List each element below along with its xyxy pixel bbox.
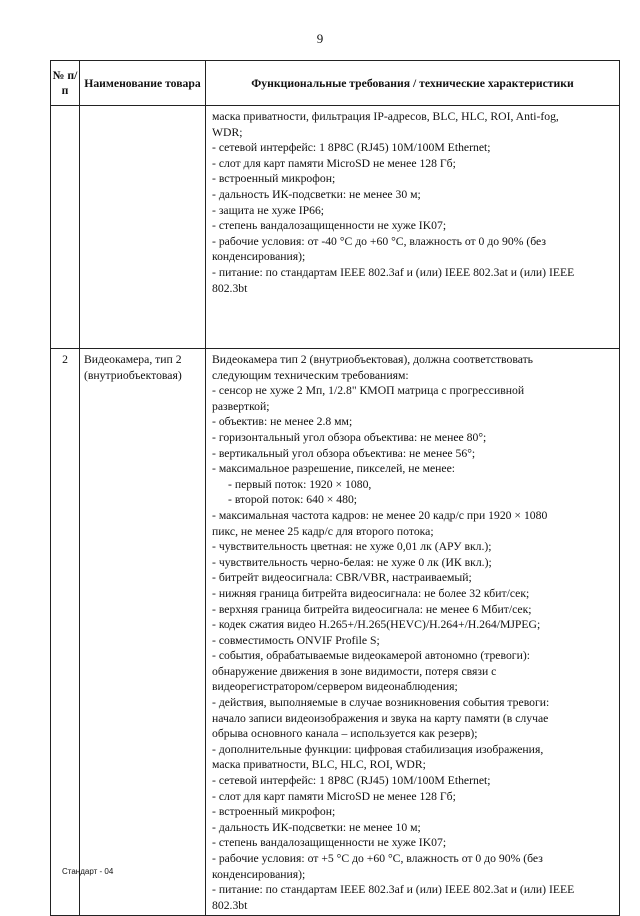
requirement-line: - слот для карт памяти MicroSD не менее 128 Гб; [212,789,456,803]
row-product-name: Видеокамера, тип 2 (внутриобъектовая) [80,349,206,916]
requirement-line: - степень вандалозащищенности не хуже IK07; [212,836,447,850]
requirement-line: разверткой; [212,399,270,413]
spec-table [50,60,620,916]
requirement-line: - дополнительные функции: цифровая стабилизация изображения, [212,742,544,756]
requirement-line: - сенсор не хуже 2 Мп, 1/2.8" КМОП матрица с прогрессивной [212,384,525,398]
footer-standard: Стандарт - 04 [62,867,114,876]
requirement-line: - верхняя граница битрейта видеосигнала: не менее 6 Мбит/сек; [212,602,532,616]
row-product-name [80,106,206,349]
requirement-line: - вертикальный угол обзора объектива: не менее 56°; [212,446,476,460]
table-header-row [51,61,620,106]
requirement-line: конденсирования); [212,250,306,264]
requirement-line: - защита не хуже IP66; [212,203,325,217]
requirement-line: конденсирования); [212,867,306,881]
requirement-line: маска приватности, фильтрация IP-адресов, BLC, HLC, ROI, Anti-fog, [212,110,559,123]
requirement-line: - питание: по стандартам IEEE 802.3af и (или) IEEE 802.3at и (или) IEEE [212,265,575,279]
requirement-line: - нижняя граница битрейта видеосигнала: не более 32 кбит/сек; [212,586,530,600]
requirement-line: - встроенный микрофон; [212,172,336,186]
requirement-line: 802.3bt [212,898,248,912]
requirement-line: обрыва основного канала – используется как резерв); [212,727,478,741]
requirement-line: обнаружение движения в зоне видимости, потеря связи с [212,664,497,678]
requirement-line: - совместимость ONVIF Profile S; [212,633,380,647]
header-product-name: Наименование товара [80,61,206,106]
table-row [51,349,620,916]
requirement-line: - чувствительность цветная: не хуже 0,01 лк (АРУ вкл.); [212,540,492,554]
requirement-line: Видеокамера тип 2 (внутриобъектовая), должна соответствовать [212,353,534,366]
requirement-line: - рабочие условия: от +5 °C до +60 °C, влажность от 0 до 90% (без [212,852,543,865]
header-number: № п/п [51,61,80,106]
requirement-line: - встроенный микрофон; [212,805,336,819]
requirement-line: WDR; [212,125,243,139]
row-requirements [206,349,620,916]
requirement-line: начало записи видеоизображения и звука на карту памяти (в случае [212,711,549,725]
header-requirements: Функциональные требования / технические характеристики [206,61,620,106]
row-requirements [206,106,620,349]
requirement-line: - рабочие условия: от -40 °C до +60 °C, влажность от 0 до 90% (без [212,234,547,248]
requirement-line: - битрейт видеосигнала: CBR/VBR, настраиваемый; [212,571,472,585]
requirement-line: - горизонтальный угол обзора объектива: не менее 80°; [212,430,487,444]
requirement-line: - дальность ИК-подсветки: не менее 30 м; [212,187,421,201]
requirement-line: - сетевой интерфейс: 1 8P8C (RJ45) 10M/100M Ethernet; [212,774,491,788]
requirement-line: - питание: по стандартам IEEE 802.3af и (или) IEEE 802.3at и (или) IEEE [212,883,575,897]
requirement-line: видеорегистратором/сервером видеонаблюдения; [212,680,458,694]
requirement-line: пикс, не менее 25 кадр/с для второго потока; [212,524,434,538]
row-number [51,106,80,349]
row-number: 2 [51,349,80,916]
requirement-line: - события, обрабатываемые видеокамерой автономно (тревоги): [212,649,530,663]
requirement-line: - максимальная частота кадров: не менее 20 кадр/с при 1920 × 1080 [212,508,548,522]
requirement-line: - слот для карт памяти MicroSD не менее 128 Гб; [212,156,456,170]
requirement-line: - кодек сжатия видео H.265+/H.265(HEVC)/H.264+/H.264/MJPEG; [212,618,541,632]
requirement-line: следующим техническим требованиям: [212,368,409,382]
requirement-line: - дальность ИК-подсветки: не менее 10 м; [212,820,421,834]
requirement-line: - первый поток: 1920 × 1080, [228,477,372,491]
requirement-line: 802.3bt [212,281,248,295]
table-row [51,106,620,349]
requirement-line: - сетевой интерфейс: 1 8P8C (RJ45) 10M/100M Ethernet; [212,141,491,155]
requirement-line: - чувствительность черно-белая: не хуже 0 лк (ИК вкл.); [212,555,492,569]
page-number: 9 [316,31,324,46]
requirement-line: - действия, выполняемые в случае возникновения события тревоги: [212,696,550,710]
requirement-line: - степень вандалозащищенности не хуже IK07; [212,219,447,233]
requirement-line: - объектив: не менее 2.8 мм; [212,415,353,429]
requirement-line: - второй поток: 640 × 480; [228,493,358,507]
requirement-line: маска приватности, BLC, HLC, ROI, WDR; [212,758,426,772]
requirement-line: - максимальное разрешение, пикселей, не менее: [212,462,456,476]
